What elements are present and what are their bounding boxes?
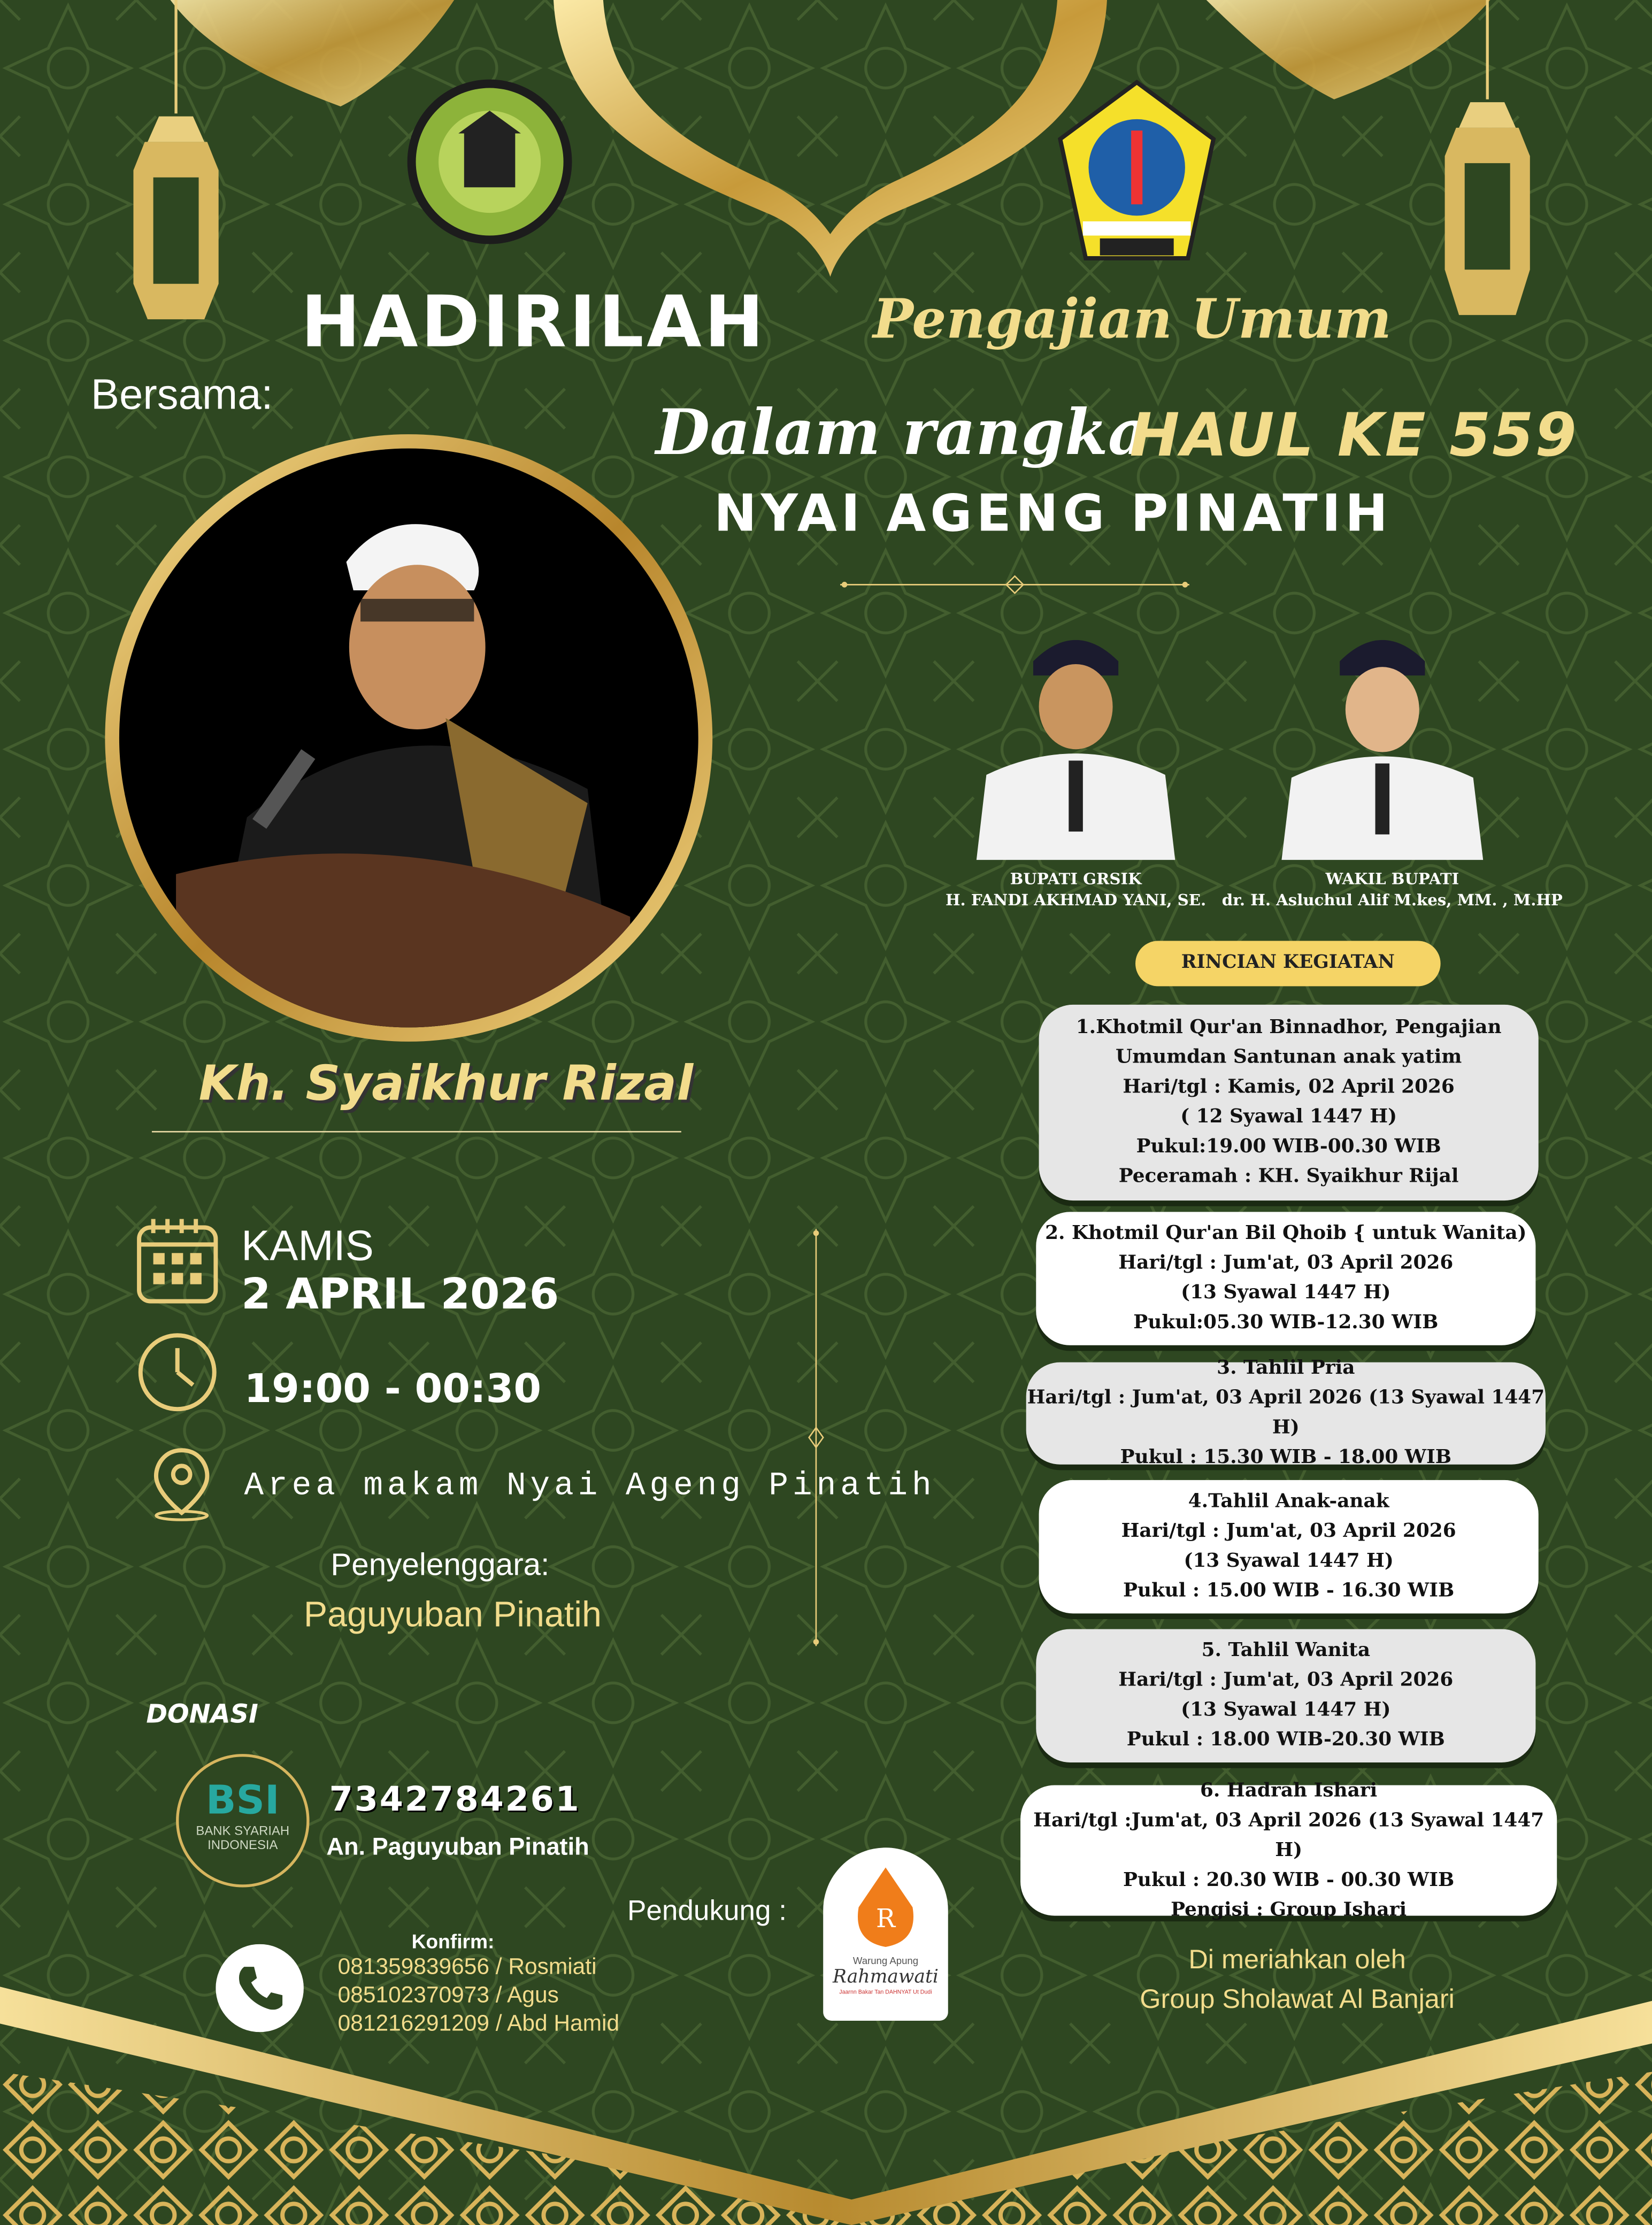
official-wakil-photo: [1274, 619, 1490, 860]
schedule-line: Pukul : 15.30 WIB - 18.00 WIB: [1120, 1446, 1452, 1469]
donation-label: DONASI: [146, 1700, 258, 1730]
speaker-divider: [152, 1131, 681, 1133]
entertainment-line-2: Group Sholawat Al Banjari: [1140, 1985, 1455, 2015]
account-number: 7342784261: [329, 1779, 581, 1820]
official-wakil-title: WAKIL BUPATI: [1325, 869, 1459, 889]
schedule-line: 5. Tahlil Wanita: [1201, 1639, 1371, 1662]
schedule-line: 2. Khotmil Qur'an Bil Qhoib { untuk Wanita): [1045, 1221, 1527, 1245]
headline-hadirilah: HADIRILAH: [301, 281, 767, 364]
entertainment-line-1: Di meriahkan oleh: [1188, 1945, 1406, 1976]
official-bupati-photo: [970, 619, 1182, 860]
speaker-name: Kh. Syaikhur Rizal: [198, 1056, 694, 1113]
account-name: An. Paguyuban Pinatih: [326, 1833, 589, 1861]
vertical-divider: [805, 1229, 827, 1646]
schedule-line: Hari/tgl : Jum'at, 03 April 2026: [1118, 1668, 1454, 1692]
schedule-line: (13 Syawal 1447 H): [1181, 1698, 1391, 1722]
schedule-line: Hari/tgl : Kamis, 02 April 2026: [1123, 1075, 1455, 1099]
sponsor-name: Rahmawati: [833, 1967, 939, 1988]
contact-phone-2: 085102370973 / Agus: [337, 1984, 559, 2008]
schedule-line: 1.Khotmil Qur'an Binnadhor, Pengajian: [1075, 1016, 1502, 1039]
schedule-line: 4.Tahlil Anak-anak: [1188, 1490, 1389, 1513]
event-day: KAMIS: [241, 1223, 374, 1271]
schedule-line: Pukul : 20.30 WIB - 00.30 WIB: [1123, 1868, 1455, 1891]
speaker-photo: [119, 449, 698, 1028]
official-wakil-caption: [1218, 868, 1567, 911]
headline-dalam-rangka: Dalam rangka: [656, 397, 1149, 470]
schedule-line: (13 Syawal 1447 H): [1181, 1281, 1391, 1304]
clock-icon: [136, 1331, 219, 1413]
contact-label: Konfirm:: [411, 1930, 495, 1953]
schedule-item-3: [1026, 1357, 1546, 1469]
schedule-line: Hari/tgl : Jum'at, 03 April 2026: [1118, 1251, 1454, 1275]
contact-phone-3: 081216291209 / Abd Hamid: [337, 2012, 620, 2037]
headline-nyai: NYAI AGENG PINATIH: [713, 485, 1392, 544]
sponsor-flame-icon: [850, 1865, 921, 1950]
sponsor-name-small: Warung Apung: [852, 1957, 919, 1967]
event-date: 2 APRIL 2026: [241, 1270, 559, 1320]
organizer-label: Penyelenggara:: [331, 1546, 550, 1582]
schedule-title-badge: RINCIAN KEGIATAN: [1135, 941, 1441, 986]
schedule-line: Pengisi : Group Ishari: [1171, 1898, 1407, 1921]
bsi-bank-name-2: INDONESIA: [208, 1837, 278, 1852]
organizer-name: Paguyuban Pinatih: [303, 1595, 602, 1635]
pesarean-seal-logo: [402, 76, 578, 247]
location-pin-icon: [148, 1445, 216, 1521]
label-bersama: Bersama:: [90, 372, 273, 419]
schedule-item-1: [1039, 1005, 1539, 1200]
headline-pengajian: Pengajian Umum: [873, 287, 1392, 351]
bsi-bank-name-1: BANK SYARIAH: [196, 1823, 290, 1838]
contact-phone-1: 081359839656 / Rosmiati: [337, 1955, 597, 1980]
schedule-item-5: [1036, 1629, 1535, 1762]
schedule-line: Hari/tgl :Jum'at, 03 April 2026 (13 Syawal 1447 H): [1033, 1808, 1545, 1861]
official-bupati-title: BUPATI GRSIK: [1010, 869, 1142, 889]
schedule-line: Pukul:19.00 WIB-00.30 WIB: [1136, 1135, 1441, 1158]
official-bupati-caption: [923, 868, 1229, 911]
bsi-logo: [176, 1754, 309, 1887]
schedule-line: Hari/tgl : Jum'at, 03 April 2026: [1121, 1520, 1456, 1543]
schedule-line: (13 Syawal 1447 H): [1184, 1549, 1394, 1573]
sponsor-label: Pendukung :: [627, 1896, 787, 1927]
headline-haul: HAUL KE 559: [1129, 400, 1578, 470]
title-divider: [840, 573, 1189, 596]
event-time: 19:00 - 00:30: [244, 1365, 542, 1412]
bsi-logo-text: BSI: [205, 1776, 280, 1824]
schedule-line: Umumdan Santunan anak yatim: [1116, 1045, 1462, 1069]
official-bupati-name: H. FANDI AKHMAD YANI, SE.: [945, 891, 1207, 910]
calendar-icon: [136, 1216, 219, 1304]
schedule-item-6: [1020, 1779, 1557, 1921]
lantern-right-icon: [1428, 0, 1547, 326]
schedule-line: ( 12 Syawal 1447 H): [1180, 1105, 1397, 1128]
sponsor-tagline: Jaarnn Bakar Tan DAHNYAT Ut Dudi: [839, 1988, 932, 1996]
svg-text:R: R: [875, 1904, 895, 1934]
schedule-line: Peceramah : KH. Syaikhur Rijal: [1118, 1165, 1459, 1188]
top-ornament: [0, 0, 1652, 341]
schedule-line: Pukul:05.30 WIB-12.30 WIB: [1133, 1311, 1439, 1334]
schedule-line: 3. Tahlil Pria: [1217, 1357, 1355, 1380]
schedule-line: 6. Hadrah Ishari: [1200, 1779, 1378, 1801]
official-wakil-name: dr. H. Asluchul Alif M.kes, MM. , M.HP: [1221, 891, 1563, 910]
schedule-item-4: [1039, 1480, 1539, 1613]
schedule-item-2: [1036, 1212, 1535, 1345]
lantern-left-icon: [117, 0, 236, 326]
schedule-line: Pukul : 18.00 WIB-20.30 WIB: [1126, 1728, 1445, 1751]
gresik-emblem-logo: [1057, 80, 1216, 264]
schedule-line: Pukul : 15.00 WIB - 16.30 WIB: [1123, 1579, 1455, 1603]
bottom-ornament: [0, 1987, 1652, 2225]
schedule-line: Hari/tgl : Jum'at, 03 April 2026 (13 Syawal 1447 H): [1027, 1386, 1545, 1439]
event-place: Area makam Nyai Ageng Pinatih: [244, 1467, 936, 1505]
